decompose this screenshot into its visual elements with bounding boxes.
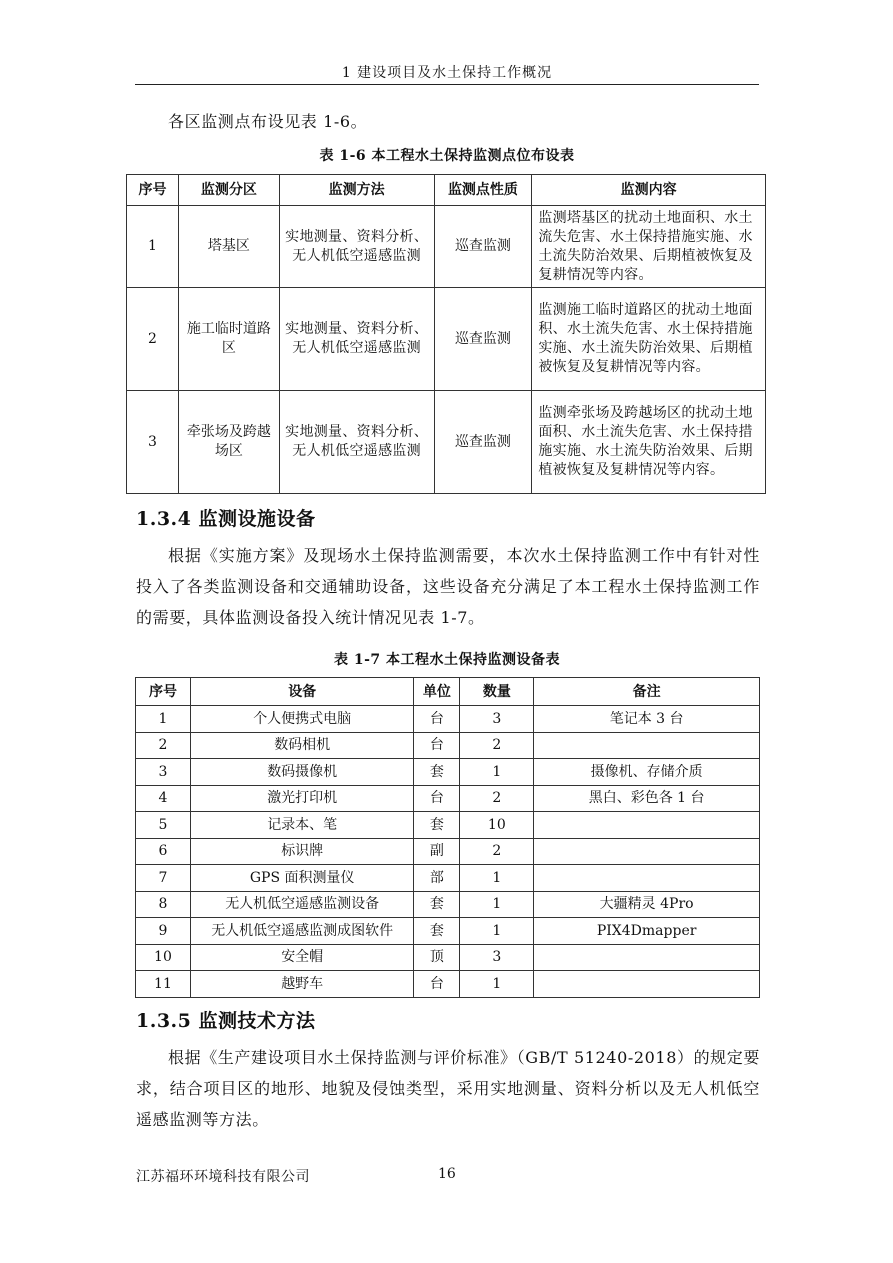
table-cell: 1 (460, 971, 534, 998)
table-row (136, 785, 760, 812)
table-cell: 3 (136, 759, 191, 786)
table-cell: 3 (460, 706, 534, 733)
section-heading-1-3-5: 1.3.5 监测技术方法 (136, 1010, 316, 1032)
intro-paragraph: 各区监测点布设见表 1-6。 (168, 112, 368, 131)
table-row (136, 732, 760, 759)
table-cell: 11 (136, 971, 191, 998)
table-cell: 1 (136, 706, 191, 733)
table-cell: 笔记本 3 台 (534, 706, 760, 733)
table6-header-cell: 监测分区 (178, 175, 279, 206)
table-cell: 3 (127, 391, 179, 494)
table-cell: 台 (414, 971, 460, 998)
table6-header-cell: 监测内容 (532, 175, 766, 206)
table-cell: 监测施工临时道路区的扰动土地面积、水土流失危害、水土保持措施实施、水土流失防治效果、后期植被恢复及复耕情况等内容。 (532, 288, 766, 391)
table-cell: 4 (136, 785, 191, 812)
table-cell: 8 (136, 891, 191, 918)
table-cell: 安全帽 (190, 944, 414, 971)
table-cell: GPS 面积测量仪 (190, 865, 414, 892)
table-row (127, 206, 766, 288)
table6-header-cell: 监测点性质 (434, 175, 532, 206)
table-row (127, 288, 766, 391)
table-cell: 2 (460, 838, 534, 865)
table-cell: 巡查监测 (434, 206, 532, 288)
table-cell: 监测塔基区的扰动土地面积、水土流失危害、水土保持措施实施、水土流失防治效果、后期植被恢复及复耕情况等内容。 (532, 206, 766, 288)
table-cell: 副 (414, 838, 460, 865)
table-cell: 塔基区 (178, 206, 279, 288)
table-cell: 黑白、彩色各 1 台 (534, 785, 760, 812)
table7-header-row (136, 678, 760, 706)
section-heading-1-3-4: 1.3.4 监测设施设备 (136, 508, 316, 530)
table-cell: 1 (460, 891, 534, 918)
table-cell: 无人机低空遥感监测成图软件 (190, 918, 414, 945)
monitoring-points-table (126, 174, 766, 494)
table-cell: 套 (414, 918, 460, 945)
table-cell: 3 (460, 944, 534, 971)
table-row (136, 971, 760, 998)
table-cell (534, 865, 760, 892)
table-cell: 实地测量、资料分析、无人机低空遥感监测 (279, 206, 434, 288)
table-cell: 施工临时道路区 (178, 288, 279, 391)
table-cell: 牵张场及跨越场区 (178, 391, 279, 494)
table-cell: 个人便携式电脑 (190, 706, 414, 733)
table-cell (534, 944, 760, 971)
table-cell: 套 (414, 891, 460, 918)
table-cell (534, 838, 760, 865)
table-cell: 套 (414, 812, 460, 839)
table-row (127, 391, 766, 494)
table-cell (534, 732, 760, 759)
table-row (136, 918, 760, 945)
table-cell: 巡查监测 (434, 288, 532, 391)
table-cell: 数码相机 (190, 732, 414, 759)
footer-company: 江苏福环环境科技有限公司 (136, 1169, 310, 1185)
table-cell: 6 (136, 838, 191, 865)
table-cell: 1 (460, 865, 534, 892)
table7-caption: 表 1-7 本工程水土保持监测设备表 (333, 652, 561, 668)
page-header: 1 建设项目及水土保持工作概况 (341, 65, 553, 81)
table-cell (534, 812, 760, 839)
table-cell: 1 (127, 206, 179, 288)
table-cell: 9 (136, 918, 191, 945)
table-row (136, 838, 760, 865)
table-row (136, 865, 760, 892)
table-cell: 1 (460, 918, 534, 945)
table-cell (534, 971, 760, 998)
table7-header-cell: 备注 (534, 678, 760, 706)
table-cell: 激光打印机 (190, 785, 414, 812)
table6-header-cell: 序号 (127, 175, 179, 206)
table-row (136, 944, 760, 971)
table-cell: 台 (414, 732, 460, 759)
table-cell: 摄像机、存储介质 (534, 759, 760, 786)
header-rule (135, 84, 759, 85)
table6-header-cell: 监测方法 (279, 175, 434, 206)
table-cell: 实地测量、资料分析、无人机低空遥感监测 (279, 391, 434, 494)
table-cell: 5 (136, 812, 191, 839)
table-cell: 10 (460, 812, 534, 839)
monitoring-equipment-table (135, 677, 760, 998)
section134-paragraph: 根据《实施方案》及现场水土保持监测需要，本次水土保持监测工作中有针对性投入了各类监测设备和交通辅助设备，这些设备充分满足了本工程水土保持监测工作的需要，具体监测设备投入统计情况见表 1-7。 (136, 546, 760, 627)
table-cell: 10 (136, 944, 191, 971)
table-cell: 2 (460, 732, 534, 759)
table6-header-row (127, 175, 766, 206)
table-cell: 2 (460, 785, 534, 812)
table-cell: 大疆精灵 4Pro (534, 891, 760, 918)
table-row (136, 891, 760, 918)
table6-caption: 表 1-6 本工程水土保持监测点位布设表 (319, 148, 575, 164)
table-cell: 部 (414, 865, 460, 892)
table-cell: 实地测量、资料分析、无人机低空遥感监测 (279, 288, 434, 391)
table-cell: 数码摄像机 (190, 759, 414, 786)
table7-header-cell: 数量 (460, 678, 534, 706)
table7-header-cell: 序号 (136, 678, 191, 706)
table-cell: 越野车 (190, 971, 414, 998)
section135-paragraph: 根据《生产建设项目水土保持监测与评价标准》（GB/T 51240-2018）的规定要求，结合项目区的地形、地貌及侵蚀类型，采用实地测量、资料分析以及无人机低空遥感监测等方法。 (136, 1048, 760, 1129)
table-cell: PIX4Dmapper (534, 918, 760, 945)
page-number: 16 (438, 1166, 456, 1182)
table-cell: 监测牵张场及跨越场区的扰动土地面积、水土流失危害、水土保持措施实施、水土流失防治效果、后期植被恢复及复耕情况等内容。 (532, 391, 766, 494)
table-cell: 2 (136, 732, 191, 759)
table-cell: 顶 (414, 944, 460, 971)
table-cell: 记录本、笔 (190, 812, 414, 839)
table-cell: 套 (414, 759, 460, 786)
table-cell: 1 (460, 759, 534, 786)
table-row (136, 706, 760, 733)
table-row (136, 812, 760, 839)
table7-header-cell: 单位 (414, 678, 460, 706)
table-cell: 台 (414, 785, 460, 812)
table-cell: 无人机低空遥感监测设备 (190, 891, 414, 918)
table-row (136, 759, 760, 786)
table-cell: 标识牌 (190, 838, 414, 865)
table7-header-cell: 设备 (190, 678, 414, 706)
table-cell: 台 (414, 706, 460, 733)
table-cell: 7 (136, 865, 191, 892)
table-cell: 巡查监测 (434, 391, 532, 494)
table-cell: 2 (127, 288, 179, 391)
